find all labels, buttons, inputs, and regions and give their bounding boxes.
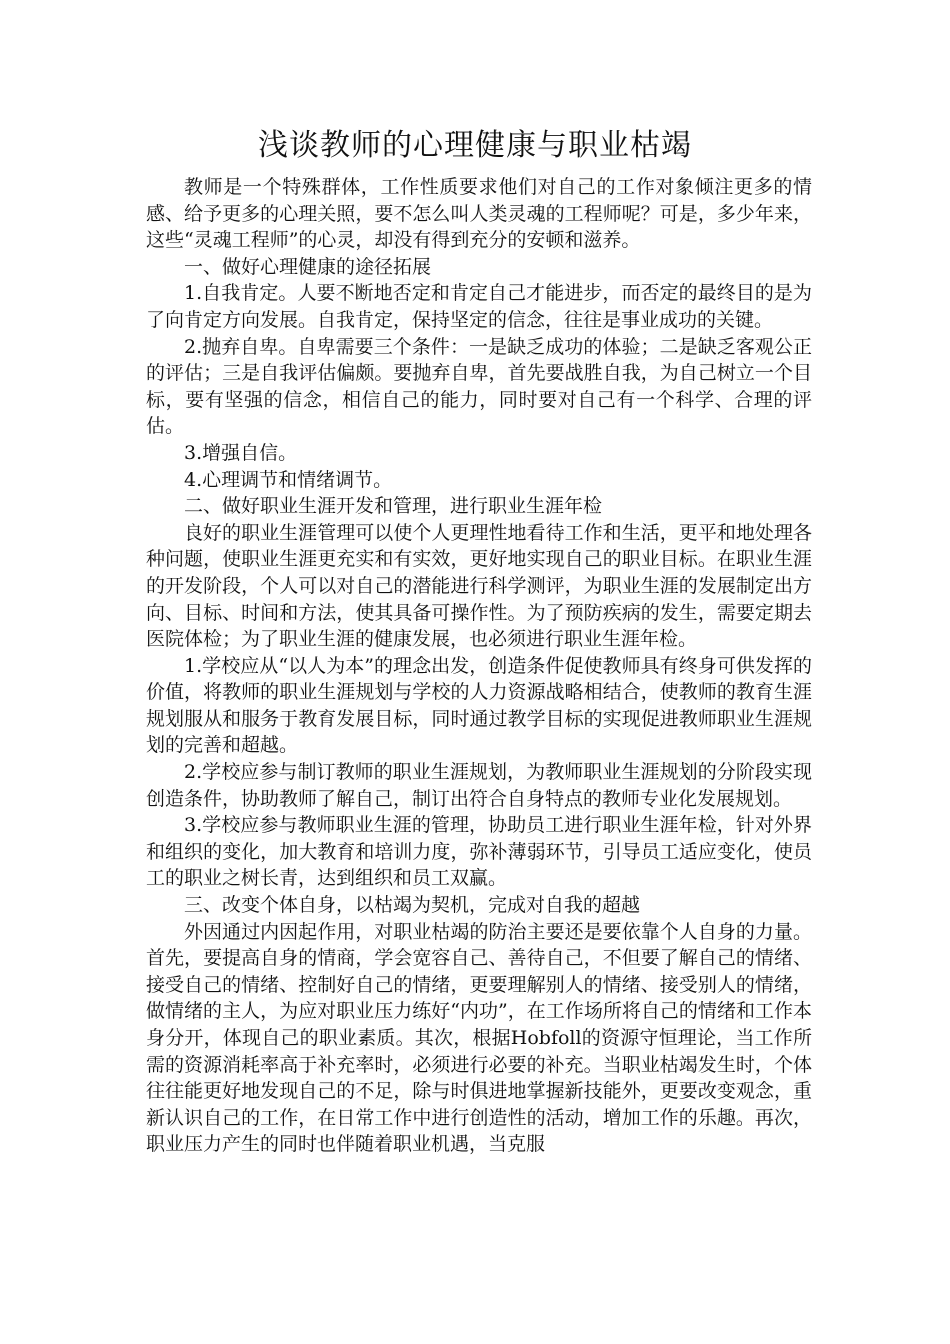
career-management-paragraph: 良好的职业生涯管理可以使个人更理性地看待工作和生活，更平和地处理各种问题，使职业生涯更充实和有实效，更好地实现自己的职业目标。在职业生涯的开发阶段，个人可以对自己的潜能进行科学测评，为职业生涯的发展制定出方向、目标、时间和方法，使其具备可操作性。为了预防疾病的发生，需要定期去医院体检；为了职业生涯的健康发展，也必须进行职业生涯年检。 bbox=[146, 521, 812, 651]
section-heading-3: 三、改变个体自身，以枯竭为契机，完成对自我的超越 bbox=[184, 894, 641, 917]
list-item-abandon-inferiority: 2.抛弃自卑。自卑需要三个条件：一是缺乏成功的体验；二是缺乏客观公正的评估；三是自我评估偏颇。要抛弃自卑，首先要战胜自我，为自己树立一个目标，要有坚强的信念，相信自己的能力，同时要对自己有一个科学、合理的评估。 bbox=[146, 335, 812, 438]
list-item-confidence: 3.增强自信。 bbox=[184, 441, 298, 464]
document-title: 浅谈教师的心理健康与职业枯竭 bbox=[258, 128, 692, 163]
self-transcendence-paragraph: 外因通过内因起作用，对职业枯竭的防治主要还是要依靠个人自身的力量。首先，要提高自身的情商，学会宽容自己、善待自己，不但要了解自己的情绪、接受自己的情绪、控制好自己的情绪，更要理解别人的情绪、接受别人的情绪，做情绪的主人，为应对职业压力练好“内功”，在工作场所将自己的情绪和工作本身分开，体现自己的职业素质。其次，根据Hobfoll的资源守恒理论，当工作所需的资源消耗率高于补充率时，必须进行必要的补充。当职业枯竭发生时，个体往往能更好地发现自己的不足，除与时俱进地掌握新技能外，更要改变观念，重新认识自己的工作，在日常工作中进行创造性的活动，增加工作的乐趣。再次，职业压力产生的同时也伴随着职业机遇，当克服 bbox=[146, 920, 812, 1156]
document-body bbox=[146, 174, 812, 1158]
list-item-school-career-management: 3.学校应参与教师职业生涯的管理，协助员工进行职业生涯年检，针对外界和组织的变化，加大教育和培训力度，弥补薄弱环节，引导员工适应变化，使员工的职业之树长青，达到组织和员工双赢。 bbox=[146, 814, 812, 890]
list-item-emotion-regulation: 4.心理调节和情绪调节。 bbox=[184, 468, 393, 491]
intro-paragraph: 教师是一个特殊群体，工作性质要求他们对自己的工作对象倾注更多的情感、给予更多的心理关照，要不怎么叫人类灵魂的工程师呢？可是，多少年来，这些“灵魂工程师”的心灵，却没有得到充分的安顿和滋养。 bbox=[146, 176, 812, 252]
section-heading-1: 一、做好心理健康的途径拓展 bbox=[184, 255, 432, 278]
list-item-self-affirmation: 1.自我肯定。人要不断地否定和肯定自己才能进步，而否定的最终目的是为了向肯定方向发展。自我肯定，保持坚定的信念，往往是事业成功的关键。 bbox=[146, 282, 812, 331]
list-item-school-people-oriented: 1.学校应从“以人为本”的理念出发，创造条件促使教师具有终身可供发挥的价值，将教师的职业生涯规划与学校的人力资源战略相结合，使教师的教育生涯规划服从和服务于教育发展目标，同时通过教学目标的实现促进教师职业生涯规划的完善和超越。 bbox=[146, 654, 812, 757]
list-item-school-career-planning: 2.学校应参与制订教师的职业生涯规划，为教师职业生涯规划的分阶段实现创造条件，协助教师了解自己，制订出符合自身特点的教师专业化发展规划。 bbox=[146, 761, 812, 810]
section-heading-2: 二、做好职业生涯开发和管理，进行职业生涯年检 bbox=[184, 495, 603, 518]
